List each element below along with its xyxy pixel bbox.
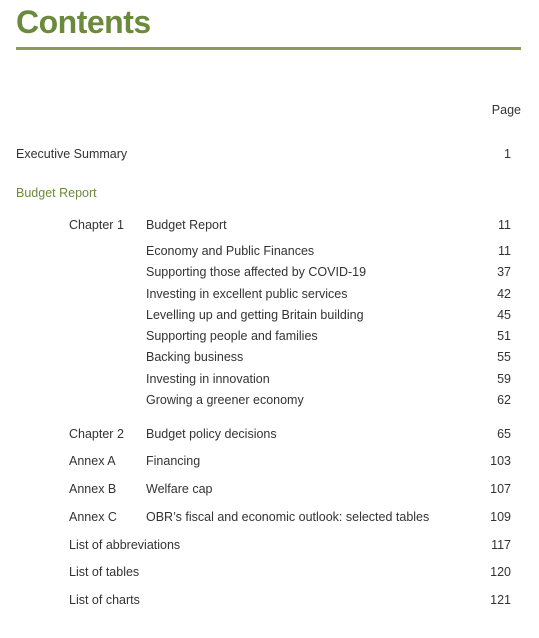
annex-label: Annex A: [69, 454, 116, 468]
toc-subentry[interactable]: Backing business: [146, 350, 244, 364]
section-heading-budget-report: Budget Report: [16, 186, 97, 200]
toc-entry-chapter-1[interactable]: Budget Report: [146, 218, 227, 232]
toc-subentry-page: 37: [497, 265, 511, 279]
toc-page-list-of-charts: 121: [490, 593, 511, 607]
toc-subentry-page: 45: [497, 308, 511, 322]
annex-label: Annex B: [69, 482, 117, 496]
page-column-header: Page: [491, 103, 521, 117]
toc-subentry-page: 11: [498, 244, 511, 258]
toc-subentry[interactable]: Supporting those affected by COVID-19: [146, 265, 367, 279]
toc-subentry[interactable]: Growing a greener economy: [146, 393, 304, 407]
toc-subentry-page: 59: [497, 372, 511, 386]
toc-page-chapter-2: 65: [497, 427, 511, 441]
toc-page-annex-a: 103: [490, 454, 511, 468]
toc-subentry[interactable]: Supporting people and families: [146, 329, 318, 343]
toc-entry-executive-summary[interactable]: Executive Summary: [16, 147, 128, 161]
toc-subentry-page: 55: [497, 350, 511, 364]
toc-subentry[interactable]: Levelling up and getting Britain building: [146, 308, 364, 322]
toc-entry-annex-a[interactable]: Financing: [146, 454, 201, 468]
title-underline: [16, 47, 521, 50]
toc-subentry[interactable]: Investing in innovation: [146, 372, 270, 386]
toc-subentry[interactable]: Investing in excellent public services: [146, 287, 348, 301]
toc-entry-list-of-tables[interactable]: List of tables: [69, 565, 140, 579]
toc-subentry[interactable]: Economy and Public Finances: [146, 244, 315, 258]
toc-page-list-of-abbreviations: 117: [491, 538, 511, 552]
toc-subentry-page: 51: [497, 329, 511, 343]
toc-subentry-page: 42: [497, 287, 511, 301]
toc-entry-annex-b[interactable]: Welfare cap: [146, 482, 213, 496]
toc-page-annex-b: 107: [490, 482, 511, 496]
annex-label: Annex C: [69, 510, 117, 524]
toc-page-executive-summary: 1: [504, 147, 511, 161]
toc-entry-list-of-charts[interactable]: List of charts: [69, 593, 140, 607]
toc-page-annex-c: 109: [490, 510, 511, 524]
page-title: Contents: [16, 4, 151, 40]
toc-entry-annex-c[interactable]: OBR’s fiscal and economic outlook: selected tables: [146, 510, 430, 524]
toc-page-list-of-tables: 120: [490, 565, 511, 579]
toc-subentry-page: 62: [497, 393, 511, 407]
toc-page-chapter-1: 11: [498, 218, 511, 232]
chapter-label: Chapter 2: [69, 427, 124, 441]
toc-entry-list-of-abbreviations[interactable]: List of abbreviations: [69, 538, 181, 552]
chapter-label: Chapter 1: [69, 218, 124, 232]
toc-entry-chapter-2[interactable]: Budget policy decisions: [146, 427, 277, 441]
